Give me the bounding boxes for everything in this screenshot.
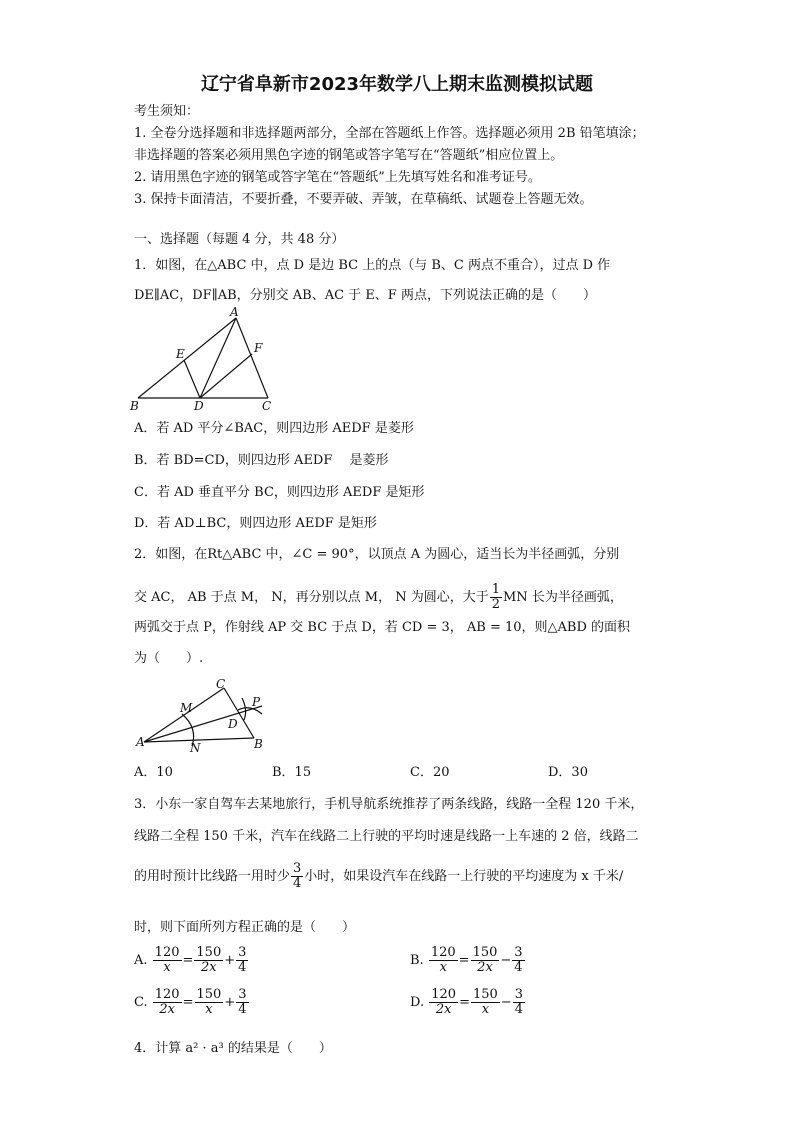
notice-line: 非选择题的答案必须用黑色字迹的钢笔或答字笔写在“答题纸”相应位置上。 bbox=[134, 148, 564, 163]
q1-option-b: B．若 BD=CD，则四边形 AEDF 是菱形 bbox=[134, 453, 389, 468]
q1-stem-line2: DE∥AC，DF∥AB，分别交 AB、AC 于 E、F 两点，下列说法正确的是（ ） bbox=[134, 288, 596, 303]
q2-option-c: C．20 bbox=[410, 765, 450, 780]
q3-three-quarters: $\frac{3}{4}$ bbox=[293, 861, 302, 891]
q2-stem-line3: 两弧交于点 P，作射线 AP 交 BC 于点 D，若 CD = 3， AB = 10，则△ABD 的面积 bbox=[134, 620, 631, 635]
notice-line: 2. 请用黑色字迹的钢笔或答字笔在“答题纸”上先填写姓名和准考证号。 bbox=[134, 170, 541, 185]
q2-stem-line2-b: MN 长为半径画弧， bbox=[503, 590, 623, 605]
q1-triangle-figure bbox=[128, 306, 278, 416]
q3-stem-line4: 时，则下面所列方程正确的是（ ） bbox=[134, 920, 356, 935]
notice-line: 3. 保持卡面清洁，不要折叠，不要弄破、弄皱，在草稿纸、试题卷上答题无效。 bbox=[134, 192, 593, 207]
q1-label-b: B bbox=[130, 399, 139, 413]
q2-label-p: P bbox=[252, 695, 261, 709]
q2-stem-line2 bbox=[134, 583, 623, 612]
q3-option-d: D. $\frac{120}{2x}$ = $\frac{150}{x}$ − $\frac{3}{4}$ bbox=[410, 987, 523, 1017]
q3-stem-line3 bbox=[134, 862, 623, 891]
q2-label-c: C bbox=[216, 677, 226, 691]
q2-label-n: N bbox=[190, 741, 201, 755]
q2-stem-line1: 2．如图，在Rt△ABC 中，∠C = 90°，以顶点 A 为圆心，适当长为半径画弧，分别 bbox=[134, 547, 620, 562]
q2-label-d: D bbox=[228, 717, 238, 731]
q2-option-a: A．10 bbox=[134, 765, 173, 780]
q1-option-d: D．若 AD⊥BC，则四边形 AEDF 是矩形 bbox=[134, 516, 377, 531]
q2-label-a: A bbox=[136, 735, 145, 749]
q2-option-d: D．30 bbox=[548, 765, 588, 780]
q1-label-a: A bbox=[230, 306, 239, 319]
q1-label-d: D bbox=[194, 399, 204, 413]
q3-stem-line1: 3．小东一家自驾车去某地旅行，手机导航系统推荐了两条线路，线路一全程 120 千米， bbox=[134, 797, 644, 812]
q1-option-c: C．若 AD 垂直平分 BC，则四边形 AEDF 是矩形 bbox=[134, 485, 425, 500]
q3-option-c: C. $\frac{120}{2x}$ = $\frac{150}{x}$ + $\frac{3}{4}$ bbox=[134, 987, 247, 1017]
q3-option-b: B. $\frac{120}{x}$ = $\frac{150}{2x}$ − $\frac{3}{4}$ bbox=[410, 945, 523, 975]
q2-label-b: B bbox=[254, 737, 263, 751]
q1-label-f: F bbox=[254, 341, 263, 355]
q2-option-b: B．15 bbox=[272, 765, 312, 780]
notice-heading: 考生须知： bbox=[134, 104, 200, 119]
q2-triangle-figure bbox=[132, 676, 282, 758]
notice-line: 1. 全卷分选择题和非选择题两部分，全部在答题纸上作答。选择题必须用 2B 铅笔填涂； bbox=[134, 126, 645, 141]
q2-label-m: M bbox=[180, 701, 193, 715]
q1-label-e: E bbox=[176, 347, 185, 361]
q2-stem-line4: 为（ ）. bbox=[134, 651, 204, 666]
q1-option-a: A．若 AD 平分∠BAC，则四边形 AEDF 是菱形 bbox=[134, 421, 414, 436]
q3-stem-line3-a: 的用时预计比线路一用时少 bbox=[134, 869, 291, 884]
q3-stem-line2: 线路二全程 150 千米，汽车在线路二上行驶的平均时速是线路一上车速的 2 倍，线路二 bbox=[134, 829, 639, 844]
page-title: 辽宁省阜新市2023年数学八上期末监测模拟试题 bbox=[200, 74, 594, 95]
q3-stem-line3-b: 小时，如果设汽车在线路一上行驶的平均速度为 x 千米/ bbox=[304, 869, 624, 884]
q3-option-a: A. $\frac{120}{x}$ = $\frac{150}{2x}$ + $\frac{3}{4}$ bbox=[134, 945, 247, 975]
q1-label-c: C bbox=[262, 399, 272, 413]
q2-half-fraction: $\frac{1}{2}$ bbox=[491, 582, 500, 612]
q2-stem-line2-a: 交 AC， AB 于点 M， N，再分别以点 M， N 为圆心，大于 bbox=[134, 590, 489, 605]
q1-stem-line1: 1．如图，在△ABC 中，点 D 是边 BC 上的点（与 B、C 两点不重合），过点 D 作 bbox=[134, 258, 611, 273]
q4-stem-line1: 4．计算 a² · a³ 的结果是（ ） bbox=[134, 1041, 332, 1056]
section-heading: 一、选择题（每题 4 分，共 48 分） bbox=[134, 232, 345, 247]
